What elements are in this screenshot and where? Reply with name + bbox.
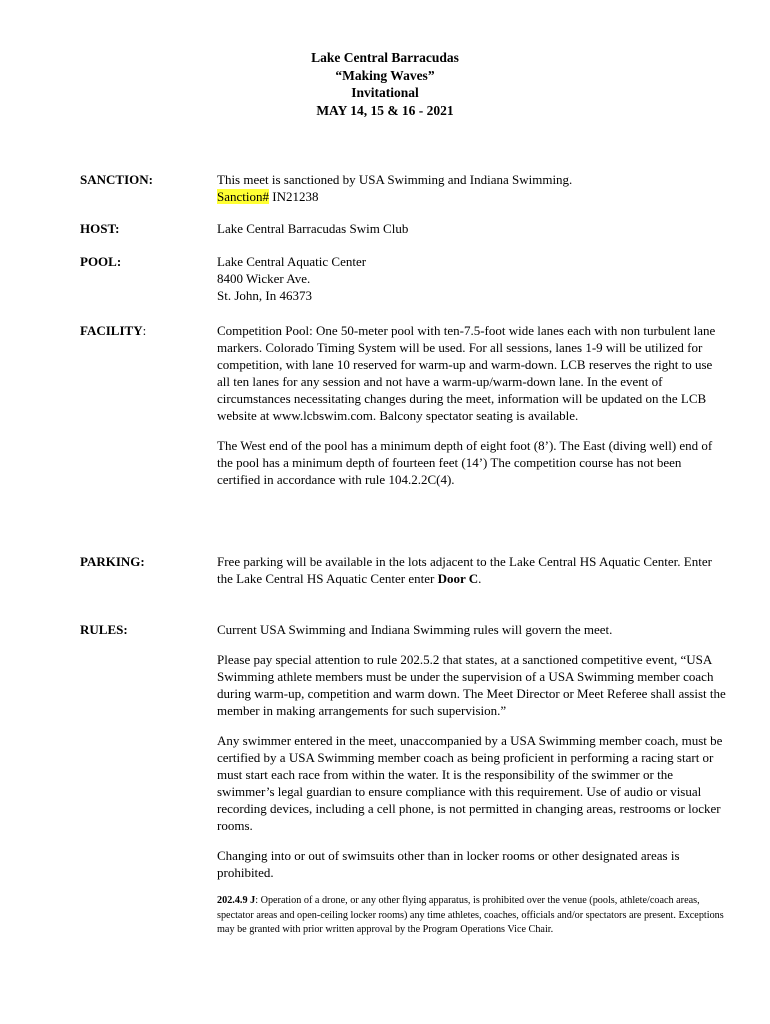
pool-street: 8400 Wicker Ave. <box>217 271 311 286</box>
parking-content <box>217 553 727 587</box>
rules-paragraph-3: Any swimmer entered in the meet, unaccompanied by a USA Swimming member coach, must be certified by a USA Swimming member coach as being proficient in performing a racing start or must start each race from within the water. It is the responsibility of the swimmer or the swimmer’s legal guardian to ensure compliance with this requirement. Use of audio or visual recording devices, including a cell phone, is not permitted in changing areas, restrooms or locker rooms. <box>217 733 723 833</box>
sanction-number: IN21238 <box>269 189 319 204</box>
drone-rule <box>217 894 727 938</box>
rules-content <box>217 621 727 951</box>
sanction-label: SANCTION: <box>80 172 153 187</box>
sanction-text: This meet is sanctioned by USA Swimming and Indiana Swimming. <box>217 172 573 187</box>
document-title <box>0 49 770 119</box>
rules-label: RULES: <box>80 622 128 637</box>
facility-label-colon: : <box>142 323 147 338</box>
parking-end: . <box>478 571 482 586</box>
pool-name: Lake Central Aquatic Center <box>217 254 367 269</box>
rules-paragraph-4: Changing into or out of swimsuits other than in locker rooms or other designated areas is prohibited. <box>217 848 680 880</box>
title-meet-name: “Making Waves” <box>335 67 435 83</box>
sanction-number-label: Sanction# <box>217 189 269 204</box>
drone-rule-ref: 202.4.9 J <box>217 895 256 906</box>
rules-paragraph-1: Current USA Swimming and Indiana Swimming rules will govern the meet. <box>217 622 613 637</box>
parking-label: PARKING: <box>80 554 145 569</box>
sanction-number-line <box>217 188 727 205</box>
facility-label <box>80 322 210 339</box>
host-text: Lake Central Barracudas Swim Club <box>217 221 409 236</box>
parking-text: Free parking will be available in the lots adjacent to the Lake Central HS Aquatic Center. Enter the Lake Central HS Aquatic Center enter <box>217 554 712 586</box>
rules-paragraph-2: Please pay special attention to rule 202.5.2 that states, at a sanctioned competitive event, “USA Swimming athlete members must be under the supervision of a USA Swimming member coach during warm-up, competition and warm down. The Meet Director or Meet Referee shall assist the member in making arrangements for such supervision.” <box>217 652 726 718</box>
facility-label-text: FACILITY <box>80 323 143 338</box>
title-dates: MAY 14, 15 & 16 - 2021 <box>316 102 454 118</box>
facility-content <box>217 322 727 501</box>
parking-door: Door C <box>437 571 479 586</box>
sanction-content <box>217 171 727 205</box>
pool-address <box>217 253 727 304</box>
pool-city: St. John, In 46373 <box>217 288 312 303</box>
title-club: Lake Central Barracudas <box>311 50 459 65</box>
title-meet-type: Invitational <box>351 85 419 100</box>
facility-paragraph-1: Competition Pool: One 50-meter pool with ten-7.5-foot wide lanes each with non turbulent lane markers. Colorado Timing System will be used. For all sessions, lanes 1-9 will be utilized for competition, with lane 10 reserved for warm-up and warm-down. LCB reserves the right to use all ten lanes for any session and not have a warm-up/warm-down lane. In the event of circumstances necessitating changes during the meet, information will be updated on the LCB website at www.lcbswim.com. Balcony spectator seating is available. <box>217 323 716 423</box>
facility-paragraph-2: The West end of the pool has a minimum depth of eight foot (8’). The East (diving well) end of the pool has a minimum depth of fourteen feet (14’) The competition course has not been certified in accordance with rule 104.2.2C(4). <box>217 438 713 487</box>
pool-label: POOL: <box>80 254 122 269</box>
drone-rule-text: : Operation of a drone, or any other flying apparatus, is prohibited over the venue (pools, athlete/coach areas, spectator areas and open-ceiling locker rooms) any time athletes, coaches, officials and/or spectators are present. Exceptions may be granted with prior written approval by the Program Operations Vice Chair. <box>217 895 724 935</box>
host-label: HOST: <box>80 221 120 236</box>
